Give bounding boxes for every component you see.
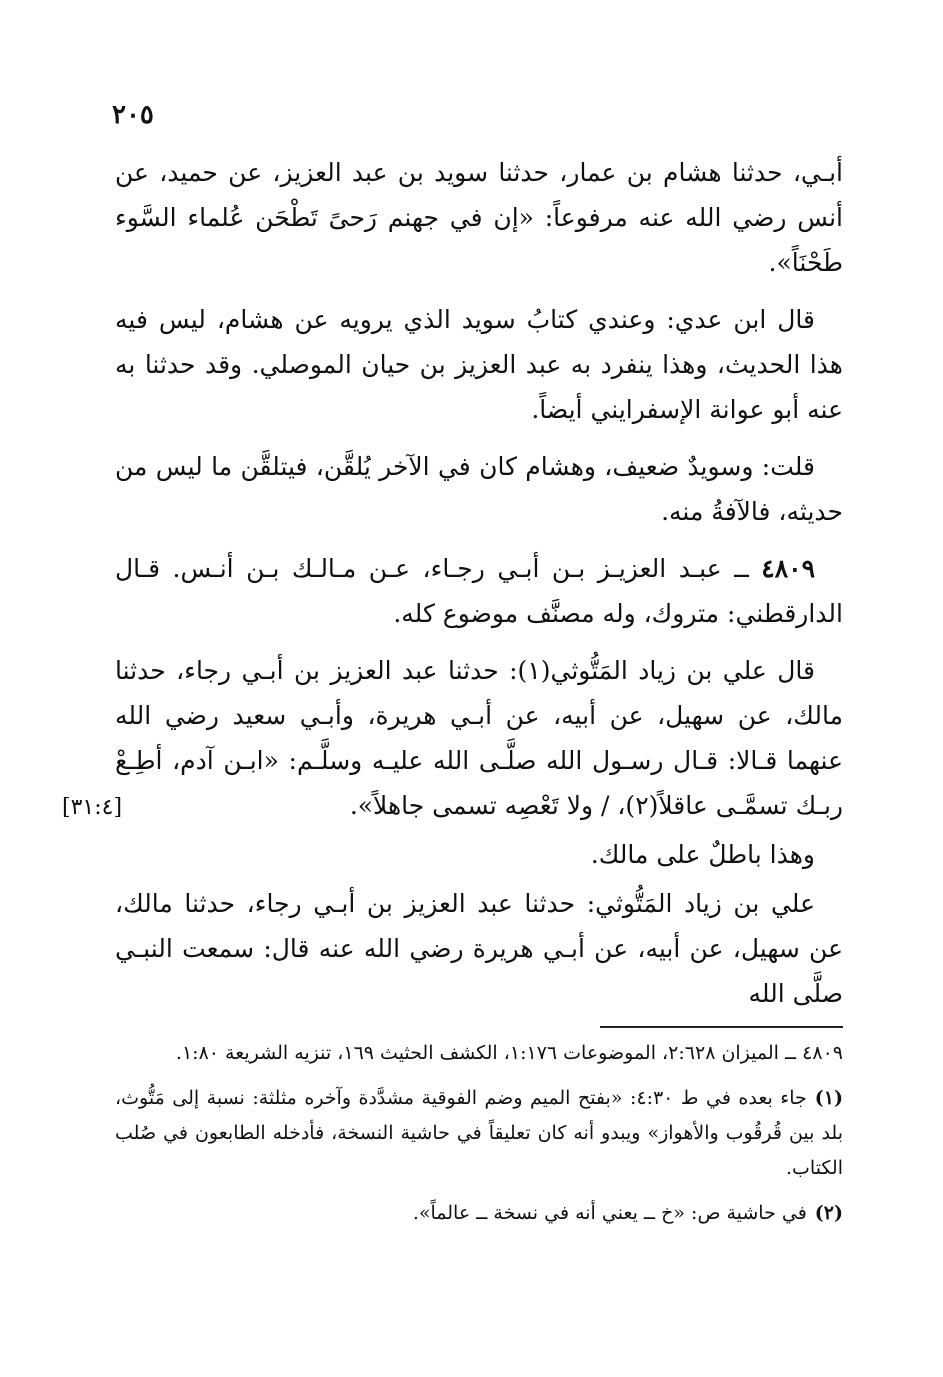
paragraph-hadith-anas: أبـي، حدثنا هشام بن عمار، حدثنا سويد بن عبد العزيز، عن حميد، عن أنس رضي الله عنه مرفوعاً: «إن في جهنم رَحىً تَطْحَن عُلماء السَّوء طَحْنَاً». <box>115 158 843 277</box>
paragraph-ali-bin-ziyad-2: علي بن زياد المَتُّوثي: حدثنا عبد العزيز بن أبـي رجاء، حدثنا مالك، عن سهيل، عن أبيه، عن أبـي هريرة رضي الله عنه قال: سمعت النبـي صلَّى الله <box>115 889 843 1008</box>
footnote-marker: (١) <box>814 1087 843 1109</box>
entry-number: ٤٨٠٩ <box>761 554 815 583</box>
footnote-divider <box>600 1026 843 1028</box>
entry-text: ــ عبـد العزيـز بـن أبـي رجـاء، عـن مـالـك بـن أنـس. قـال الدارقطني: متروك، وله مصنَّف موضوع كله. <box>115 554 843 628</box>
margin-reference: [٣١:٤] <box>62 795 123 820</box>
footnote-text: في حاشية ص: «خ ــ يعني أنه في نسخة ــ عالماً». <box>412 1202 807 1224</box>
paragraph-ali-bin-ziyad: قال علي بن زياد المَتُّوثي(١): حدثنا عبد العزيز بن أبـي رجاء، حدثنا مالك، عن سهيل، عن أبيه، عن أبـي هريرة، وأبـي سعيد رضي الله عنهما قـالا: قـال رسـول الله صلَّـى الله عليـه وسلَّـم: «ابـن آدم، أطِـعْ ربـك تسمَّـى عاقلاً(٢)، / ولا تَعْصِه تسمى جاهلاً». <box>115 656 843 820</box>
entry-4809 <box>115 546 843 636</box>
paragraph-batil: وهذا باطلٌ على مالك. <box>590 840 815 869</box>
page-number: ٢٠٥ <box>112 100 154 130</box>
footnote-4809 <box>115 1036 843 1071</box>
footnote-2 <box>115 1196 843 1231</box>
footnote-marker: (٢) <box>814 1202 843 1224</box>
main-text <box>115 150 843 1028</box>
footnote-1 <box>115 1081 843 1186</box>
footnote-text: جاء بعده في ط ٤:٣٠: «بفتح الميم وضم الفوقية مشدَّدة وآخره مثلثة: نسبة إلى مَتُّوث، بلد بين قُرقُوب والأهواز» ويبدو أنه كان تعليقاً في حاشية النسخة، فأدخله الطابعون في صُلب الكتاب. <box>115 1087 843 1179</box>
paragraph-qultu: قلت: وسويدٌ ضعيف، وهشام كان في الآخر يُلقَّن، فيتلقَّن ما ليس من حديثه، فالآفةُ منه. <box>115 452 843 526</box>
paragraph-ibn-adi: قال ابن عدي: وعندي كتابُ سويد الذي يرويه عن هشام، ليس فيه هذا الحديث، وهذا ينفرد به عبد العزيز بن حيان الموصلي. وقد حدثنا به عنه أبو عوانة الإسفرايني أيضاً. <box>115 305 843 424</box>
footnote-text: ٤٨٠٩ ــ الميزان ٢:٦٢٨، الموضوعات ١:١٧٦، الكشف الحثيث ١٦٩، تنزيه الشريعة ١:٨٠. <box>175 1042 843 1064</box>
footnotes <box>115 1036 843 1241</box>
